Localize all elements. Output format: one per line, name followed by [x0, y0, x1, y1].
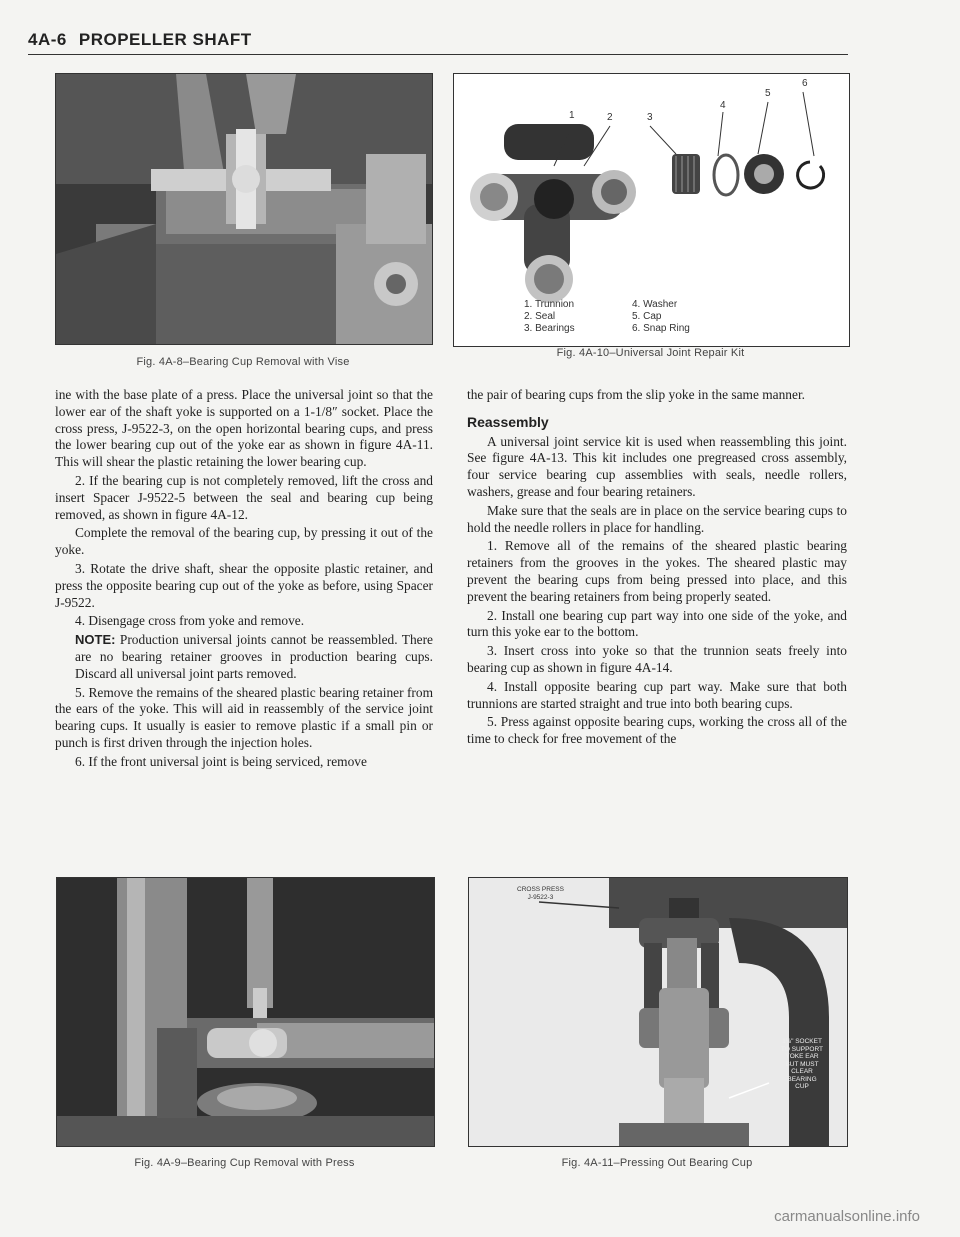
vise-photo-illustration [56, 74, 432, 344]
legend-column-right [632, 299, 690, 335]
callout-number-6: 6 [802, 78, 808, 89]
figure-caption: Fig. 4A-9–Bearing Cup Removal with Press [134, 1157, 355, 1169]
note-text: Production universal joints cannot be reassembled. There are no bearing retainer grooves in production bearing cups. Discard all universal joint parts removed. [75, 632, 433, 681]
paragraph: 5. Press against opposite bearing cups, working the cross all of the time to check for free movement of the [467, 714, 847, 747]
right-text-column [467, 387, 847, 750]
figure-caption: Fig. 4A-11–Pressing Out Bearing Cup [561, 1157, 753, 1169]
paragraph: 2. If the bearing cup is not completely removed, lift the cross and insert Spacer J-9522-5 between the seal and bearing cup being removed, as shown in figure 4A-12. [55, 472, 433, 522]
paragraph: 1. Remove all of the remains of the sheared plastic bearing retainers from the grooves in the yokes. The sheared plastic may prevent the bearing cups from being pressed into place, and this prevent the bearing retainers from being properly seated. [467, 538, 847, 604]
callout-number-1: 1 [569, 110, 575, 121]
paragraph: 6. If the front universal joint is being serviced, remove [75, 753, 367, 769]
left-text-column [55, 387, 433, 773]
legend-item: 5. Cap [632, 311, 662, 322]
press-photo-illustration [57, 878, 434, 1146]
page-title: PROPELLER SHAFT [78, 30, 252, 49]
figure-pressing-bearing-cup [468, 877, 848, 1147]
note-label: NOTE: [75, 632, 116, 648]
note-paragraph [75, 632, 433, 682]
figure-caption: Fig. 4A-10–Universal Joint Repair Kit [556, 347, 745, 359]
paragraph: 3. Insert cross into yoke so that the trunnion seats freely into bearing cup as shown in figure 4A-14. [467, 643, 847, 675]
section-number: 4A-6 [28, 30, 67, 49]
paragraph: Make sure that the seals are in place on the service bearing cups to hold the needle rollers in place for handling. [467, 502, 847, 535]
callout-number-3: 3 [647, 112, 653, 123]
paragraph: Complete the removal of the bearing cup, by pressing it out of the yoke. [55, 525, 433, 558]
callout-number-4: 4 [720, 100, 726, 111]
callout-number-2: 2 [607, 112, 613, 123]
page-header [28, 30, 848, 55]
legend-item: 2. Seal [524, 311, 556, 322]
paragraph: 2. Install one bearing cup part way into one side of the yoke, and turn this yoke ear to the bottom. [467, 607, 847, 640]
figure-caption: Fig. 4A-8–Bearing Cup Removal with Vise [136, 356, 350, 368]
paragraph: A universal joint service kit is used when reassembling this joint. See figure 4A-13. This kit includes one pregreased cross assembly, four service bearing cup assemblies with seals, needle rollers, washers, grease and four bearing retainers. [467, 433, 847, 499]
callout-cross-press: CROSS PRESS J-9522-3 [517, 886, 564, 901]
legend-item: 3. Bearings [524, 323, 575, 334]
paragraph: the pair of bearing cups from the slip yoke in the same manner. [467, 387, 806, 402]
legend-column-left [524, 299, 575, 335]
legend-item: 6. Snap Ring [632, 323, 690, 334]
legend-item: 4. Washer [632, 299, 678, 310]
callout-number-5: 5 [765, 88, 771, 99]
legend-item: 1. Trunnion [524, 299, 575, 310]
paragraph: 4. Install opposite bearing cup part way. Make sure that both trunnions are started straight and true into both bearing cups. [467, 678, 847, 711]
section-heading-reassembly: Reassembly [467, 413, 549, 430]
watermark: carmanualsonline.info [774, 1208, 920, 1225]
figure-vise-photo [55, 73, 433, 345]
paragraph: 4. Disengage cross from yoke and remove. [75, 613, 305, 629]
paragraph: 5. Remove the remains of the sheared plastic bearing retainer from the ears of the yoke. This will aid in reassembly of the service joint bearing cups. It usually is easier to remove plastic if a small pin or punch is first driven through the injection holes. [55, 684, 433, 750]
paragraph: 3. Rotate the drive shaft, shear the opposite plastic retainer, and press the opposite bearing cup out of the yoke as before, using Spacer J-9522. [55, 560, 433, 610]
pressing-bearing-cup-illustration [469, 878, 847, 1146]
paragraph: ine with the base plate of a press. Place the universal joint so that the lower ear of the shaft yoke is supported on a 1-1/8″ socket. Place the cross press, J-9522-3, on the open horizontal bearing cups, and press the lower bearing cup out of the yoke ear as shown in figure 4A-11. This will shear the plastic retaining the lower bearing cup. [55, 387, 433, 470]
figure-universal-joint-kit [453, 73, 850, 347]
figure-press-photo [56, 877, 435, 1147]
callout-socket-support: 1⅛" SOCKET TO SUPPORT YOKE EAR BUT MUST CLEAR BEARING CUP [781, 1038, 824, 1090]
